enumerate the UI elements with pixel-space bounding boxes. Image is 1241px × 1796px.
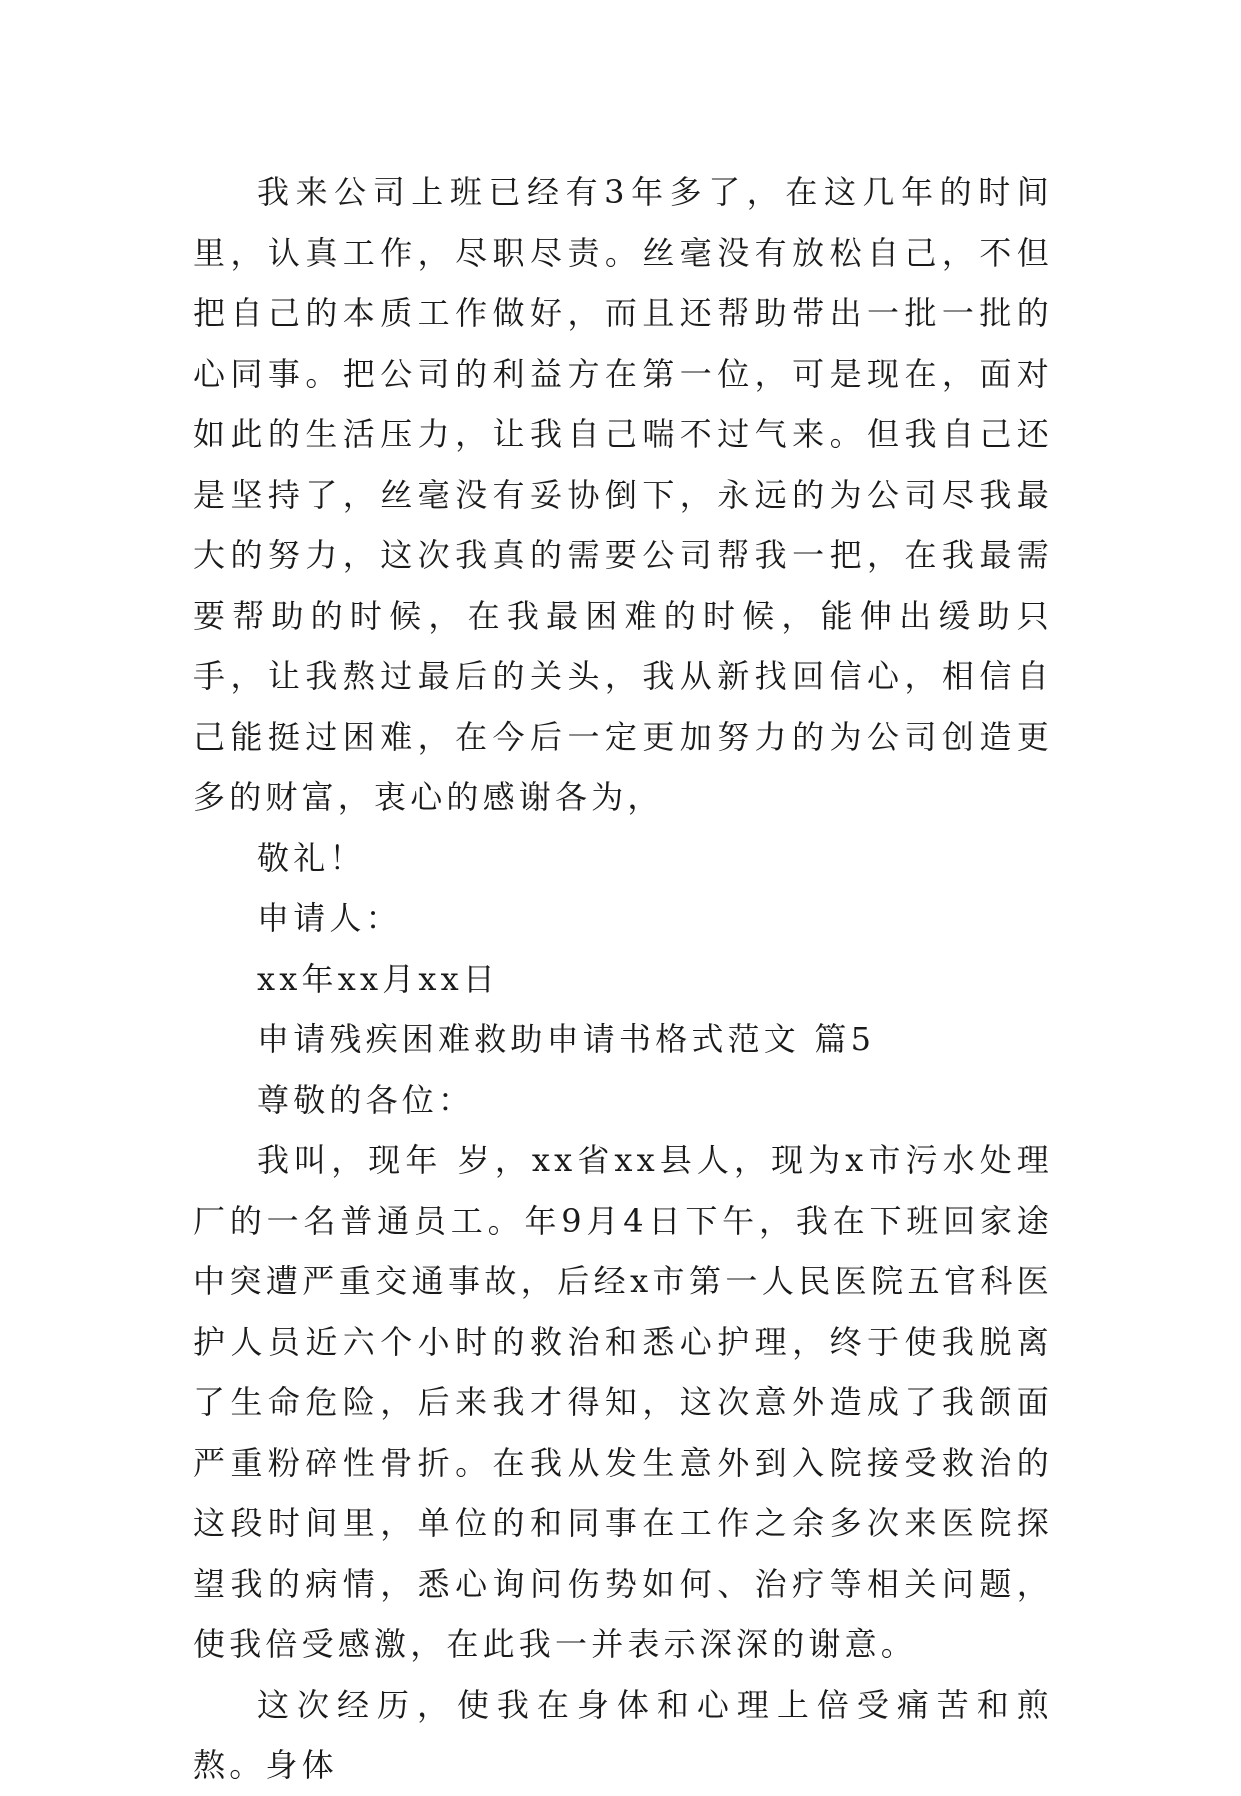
document-body: [193, 162, 1053, 1796]
section-heading: 申请残疾困难救助申请书格式范文 篇5: [257, 1020, 876, 1058]
greeting: 尊敬的各位：: [257, 1080, 475, 1119]
applicant-label: 申请人：: [257, 899, 402, 937]
body-paragraph-1: 我来公司上班已经有3年多了，在这几年的时间里，认真工作，尽职尽责。丝毫没有放松自己，不但把自己的本质工作做好，而且还帮助带出一批一批的心同事。把公司的利益方在第一位，可是现在，面对如此的生活压力，让我自己喘不过气来。但我自己还是坚持了，丝毫没有妥协倒下，永远的为公司尽我最大的努力，这次我真的需要公司帮我一把，在我最需要帮助的时候，在我最困难的时候，能伸出缓助只手，让我熬过最后的关头，我从新找回信心，相信自己能挺过困难，在今后一定更加努力的为公司创造更多的财富，衷心的感谢各为，: [193, 173, 1053, 816]
body-paragraph-3: 这次经历，使我在身体和心理上倍受痛苦和煎熬。身体: [193, 1685, 1053, 1784]
closing-salutation: 敬礼！: [257, 838, 366, 877]
body-paragraph-2: 我叫，现年 岁，xx省xx县人，现为x市污水处理厂的一名普通员工。年9月4日下午，我在下班回家途中突遭严重交通事故，后经x市第一人民医院五官科医护人员近六个小时的救治和悉心护理，终于使我脱离了生命危险，后来我才得知，这次意外造成了我颌面严重粉碎性骨折。在我从发生意外到入院接受救治的这段时间里，单位的和同事在工作之余多次来医院探望我的病情，悉心询问伤势如何、治疗等相关问题，使我倍受感激，在此我一并表示深深的谢意。: [193, 1141, 1053, 1663]
date-line: xx年xx月xx日: [257, 959, 500, 998]
